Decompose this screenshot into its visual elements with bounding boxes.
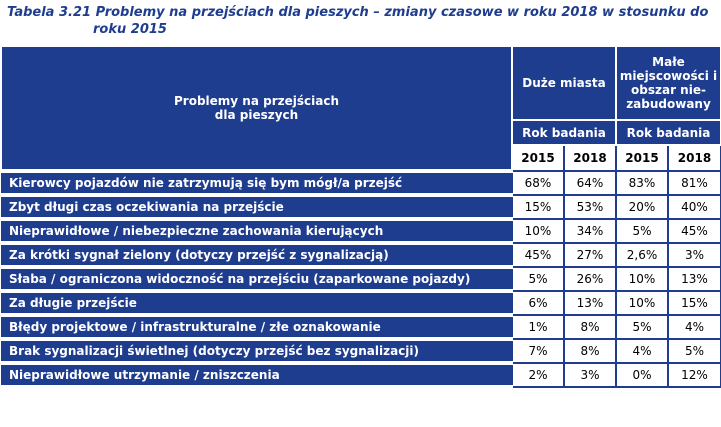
- value-cell: 10%: [616, 267, 668, 291]
- value-cell: 27%: [564, 243, 616, 267]
- value-cell: 15%: [512, 195, 564, 219]
- table-row: [1, 339, 721, 363]
- problem-column-header: [1, 46, 512, 171]
- value-cell: 3%: [668, 243, 721, 267]
- row-label: Błędy projektowe / infrastrukturalne / złe oznakowanie: [1, 315, 512, 339]
- year-header: 2018: [668, 145, 721, 171]
- year-subheader-small-towns: Rok badania: [616, 120, 721, 145]
- caption-line-2: roku 2015: [93, 22, 167, 37]
- value-cell: 26%: [564, 267, 616, 291]
- value-cell: 1%: [512, 315, 564, 339]
- problems-table: [0, 45, 721, 389]
- value-cell: 34%: [564, 219, 616, 243]
- value-cell: 13%: [668, 267, 721, 291]
- value-cell: 83%: [616, 171, 668, 195]
- value-cell: 5%: [668, 339, 721, 363]
- table-row: [1, 195, 721, 219]
- problem-header-line-1: Problemy na przejściach: [174, 94, 339, 108]
- table-row: [1, 243, 721, 267]
- table-row: [1, 219, 721, 243]
- value-cell: 2%: [512, 363, 564, 387]
- value-cell: 20%: [616, 195, 668, 219]
- problem-header-line-2: dla pieszych: [214, 108, 299, 122]
- group-header-small-towns: Małe miejscowości i obszar nie-zabudowany: [616, 46, 721, 120]
- value-cell: 10%: [616, 291, 668, 315]
- year-header: 2015: [616, 145, 668, 171]
- value-cell: 6%: [512, 291, 564, 315]
- value-cell: 81%: [668, 171, 721, 195]
- value-cell: 53%: [564, 195, 616, 219]
- row-label: Kierowcy pojazdów nie zatrzymują się bym mógł/a przejść: [1, 171, 512, 195]
- value-cell: 40%: [668, 195, 721, 219]
- value-cell: 68%: [512, 171, 564, 195]
- value-cell: 5%: [512, 267, 564, 291]
- value-cell: 5%: [616, 219, 668, 243]
- row-label: Nieprawidłowe utrzymanie / zniszczenia: [1, 363, 512, 387]
- value-cell: 8%: [564, 315, 616, 339]
- table-caption: [7, 4, 719, 38]
- table-row: [1, 315, 721, 339]
- row-label: Za krótki sygnał zielony (dotyczy przejść z sygnalizacją): [1, 243, 512, 267]
- table-row: [1, 267, 721, 291]
- value-cell: 8%: [564, 339, 616, 363]
- table-row: [1, 171, 721, 195]
- value-cell: 0%: [616, 363, 668, 387]
- value-cell: 12%: [668, 363, 721, 387]
- row-label: Nieprawidłowe / niebezpieczne zachowania kierujących: [1, 219, 512, 243]
- year-header: 2018: [564, 145, 616, 171]
- value-cell: 5%: [616, 315, 668, 339]
- value-cell: 45%: [668, 219, 721, 243]
- value-cell: 15%: [668, 291, 721, 315]
- caption-line-1: Tabela 3.21 Problemy na przejściach dla pieszych – zmiany czasowe w roku 2018 w stosunku do: [7, 5, 709, 20]
- value-cell: 4%: [616, 339, 668, 363]
- value-cell: 4%: [668, 315, 721, 339]
- table-row: [1, 363, 721, 387]
- row-label: Zbyt długi czas oczekiwania na przejście: [1, 195, 512, 219]
- row-label: Słaba / ograniczona widoczność na przejściu (zaparkowane pojazdy): [1, 267, 512, 291]
- year-subheader-cities: Rok badania: [512, 120, 616, 145]
- table-row: [1, 291, 721, 315]
- year-header: 2015: [512, 145, 564, 171]
- row-label: Za długie przejście: [1, 291, 512, 315]
- value-cell: 13%: [564, 291, 616, 315]
- value-cell: 64%: [564, 171, 616, 195]
- value-cell: 3%: [564, 363, 616, 387]
- value-cell: 45%: [512, 243, 564, 267]
- value-cell: 7%: [512, 339, 564, 363]
- value-cell: 2,6%: [616, 243, 668, 267]
- row-label: Brak sygnalizacji świetlnej (dotyczy przejść bez sygnalizacji): [1, 339, 512, 363]
- value-cell: 10%: [512, 219, 564, 243]
- group-header-cities: Duże miasta: [512, 46, 616, 120]
